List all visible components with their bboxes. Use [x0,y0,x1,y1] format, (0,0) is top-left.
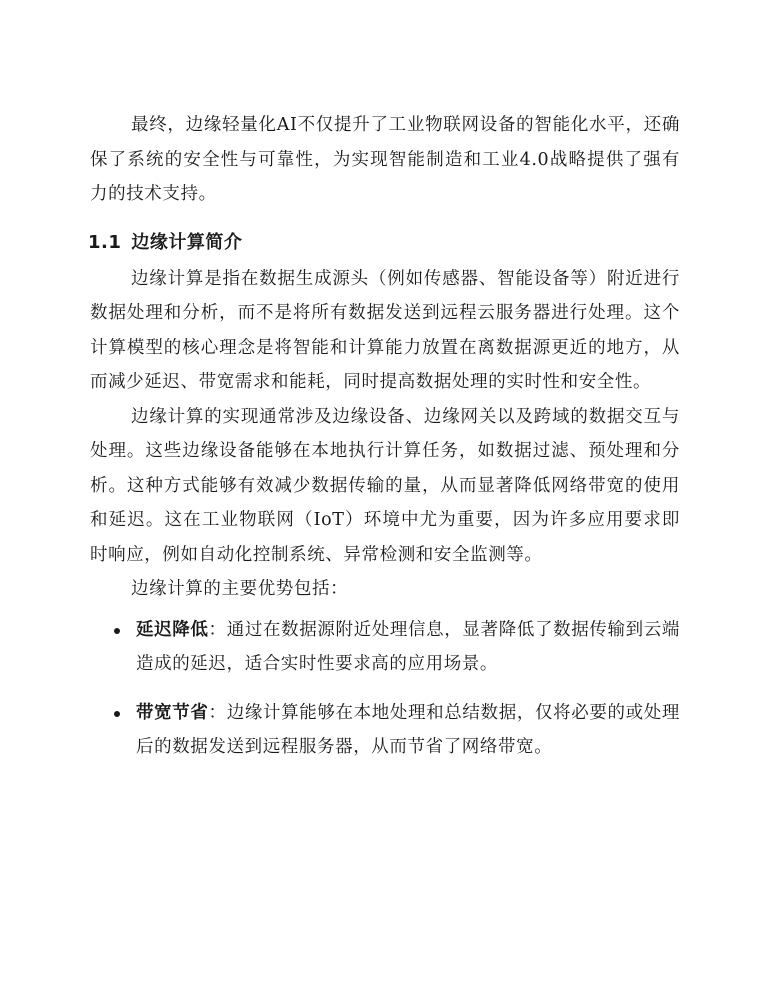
intro-paragraph: 最终，边缘轻量化AI不仅提升了工业物联网设备的智能化水平，还确保了系统的安全性与可靠性，为实现智能制造和工业4.0战略提供了强有力的技术支持。 [90,115,680,204]
list-item-text [136,613,680,682]
section-number: 1.1 [88,231,122,253]
body-paragraph-definition: 边缘计算是指在数据生成源头（例如传感器、智能设备等）附近进行数据处理和分析，而不是将所有数据发送到远程云服务器进行处理。这个计算模型的核心理念是将智能和计算能力放置在离数据源更近的地方，从而减少延迟、带宽需求和能耗，同时提高数据处理的实时性和安全性。 [90,268,680,392]
body-paragraph-advantages-intro: 边缘计算的主要优势包括： [131,579,349,599]
body-paragraph-implementation: 边缘计算的实现通常涉及边缘设备、边缘网关以及跨域的数据交互与处理。这些边缘设备能够在本地执行计算任务，如数据过滤、预处理和分析。这种方式能够有效减少数据传输的量，从而显著降低网络带宽的使用和延迟。这在工业物联网（IoT）环境中尤为重要，因为许多应用要求即时响应，例如自动化控制系统、异常检测和安全监测等。 [90,406,680,565]
list-item-separator: ： [208,702,227,723]
list-item [90,696,680,765]
list-item-term: 延迟降低 [136,619,209,640]
section-heading [88,228,680,258]
bullet-icon [114,711,120,717]
advantages-list [90,613,680,765]
bullet-icon [114,628,120,634]
list-item-text [136,696,680,765]
section-title: 边缘计算简介 [131,231,243,253]
document-page [90,108,680,779]
list-item-term: 带宽节省 [136,702,209,723]
list-item [90,613,680,682]
list-item-description: 边缘计算能够在本地处理和总结数据，仅将必要的或处理后的数据发送到远程服务器，从而节省了网络带宽。 [136,702,681,757]
list-item-description: 通过在数据源附近处理信息，显著降低了数据传输到云端造成的延迟，适合实时性要求高的应用场景。 [136,619,681,674]
list-item-separator: ： [208,619,227,640]
